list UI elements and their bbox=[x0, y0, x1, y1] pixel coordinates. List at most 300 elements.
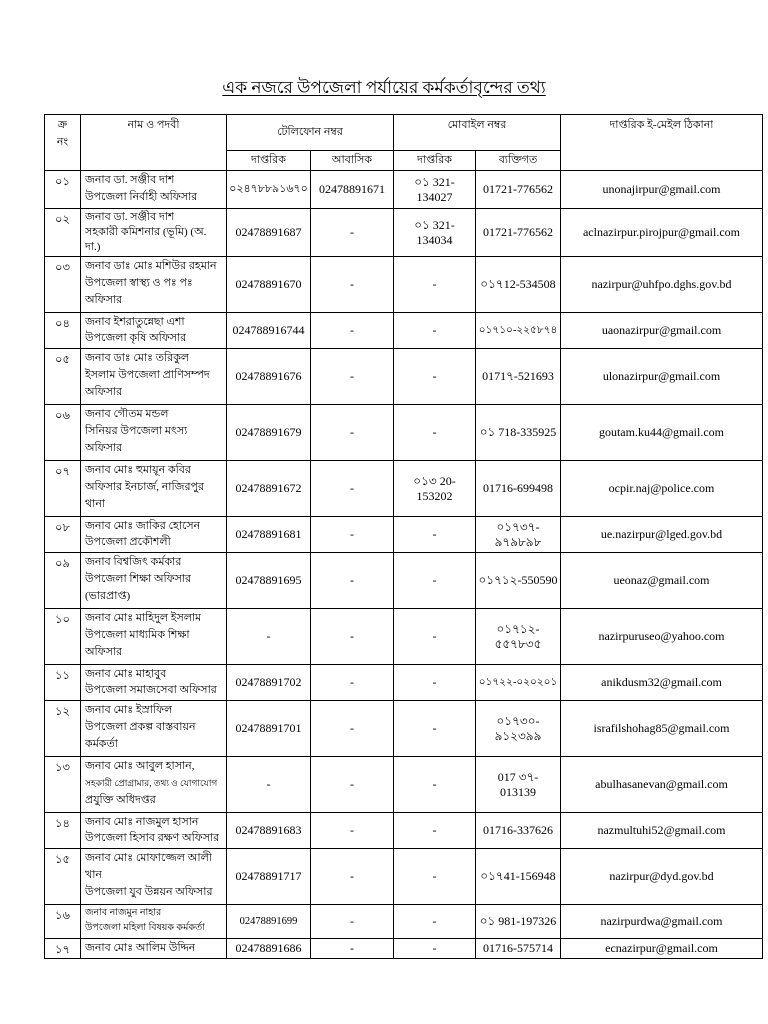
name-line: উপজেলা নির্বাহী অফিসার bbox=[85, 191, 198, 203]
email-cell bbox=[560, 812, 763, 849]
email-cell bbox=[560, 904, 763, 939]
email-address: nazmultuhi52@gmail.com bbox=[597, 823, 726, 837]
mobile-personal-cell bbox=[475, 664, 561, 701]
tel-residence-cell bbox=[310, 312, 394, 349]
serial-number: ০৪ bbox=[55, 318, 70, 330]
email-cell bbox=[560, 460, 763, 517]
email-address: abulhasanevan@gmail.com bbox=[595, 777, 728, 791]
tel-office-number: 02478891672 bbox=[235, 481, 302, 495]
tel-office-cell bbox=[226, 516, 311, 553]
tel-office-number: - bbox=[266, 629, 271, 643]
serial-number: ১৭ bbox=[55, 944, 70, 956]
mobile-personal-number: 01716-337626 bbox=[483, 823, 553, 837]
tel-residence-cell bbox=[310, 404, 394, 461]
mobile-personal-cell bbox=[475, 700, 561, 757]
serial-number: ১২ bbox=[55, 706, 70, 718]
header-serial-line: ক্র bbox=[57, 119, 68, 131]
tel-residence-number: - bbox=[350, 481, 354, 495]
tel-residence-cell bbox=[310, 170, 394, 209]
email-cell bbox=[560, 170, 763, 209]
serial-number: ১৩ bbox=[55, 762, 70, 774]
mobile-personal-cell bbox=[475, 552, 561, 609]
mobile-personal-cell bbox=[475, 848, 561, 905]
email-cell bbox=[560, 552, 763, 609]
serial-cell bbox=[44, 404, 81, 461]
tel-residence-number: - bbox=[350, 675, 354, 689]
tel-office-cell bbox=[226, 460, 311, 517]
name-cell bbox=[80, 460, 227, 517]
name-line: উপজেলা হিসাব রক্ষণ অফিসার bbox=[85, 832, 220, 844]
mobile-office-cell bbox=[393, 608, 476, 665]
name-line: জনাব ডাঃ মোঃ তরিকুল bbox=[85, 352, 190, 364]
tel-office-cell bbox=[226, 170, 311, 209]
tel-residence-number: - bbox=[350, 869, 354, 883]
email-address: nazirpur@uhfpo.dghs.gov.bd bbox=[591, 277, 732, 291]
tel-office-cell bbox=[226, 404, 311, 461]
name-line: উপজেলা স্বাস্থ্য ও পঃ পঃ bbox=[85, 277, 193, 289]
serial-cell bbox=[44, 700, 81, 757]
email-address: ueonaz@gmail.com bbox=[613, 573, 710, 587]
name-line: জনাব ডাঃ মোঃ মশিউর রহমান bbox=[85, 260, 217, 272]
mobile-personal-number: ০১৭12-534508 bbox=[480, 277, 556, 291]
header-mobile-label: মোবাইল নম্বর bbox=[447, 119, 507, 131]
tel-residence-cell bbox=[310, 460, 394, 517]
table-row bbox=[44, 170, 763, 209]
name-line: উপজেলা শিক্ষা অফিসার bbox=[85, 573, 192, 585]
serial-cell bbox=[44, 516, 81, 553]
name-line: জনাব মোঃ মাহাবুব bbox=[85, 668, 167, 680]
table-row bbox=[44, 904, 763, 939]
table-row bbox=[44, 812, 763, 849]
mobile-office-cell bbox=[393, 312, 476, 349]
mobile-office-cell bbox=[393, 348, 476, 405]
mobile-personal-number: ০১৭41-156948 bbox=[480, 869, 556, 883]
tel-office-number: 02478891695 bbox=[235, 573, 302, 587]
mobile-office-number: ০১ 321- bbox=[414, 174, 455, 189]
tel-office-number: 02478891702 bbox=[235, 675, 302, 689]
name-line: জনাব মোঃ মাহিদুল ইসলাম bbox=[85, 612, 202, 624]
table-body bbox=[44, 114, 763, 959]
serial-cell bbox=[44, 552, 81, 609]
serial-cell bbox=[44, 812, 81, 849]
name-line: ইসলাম উপজেলা প্রাণিসম্পদ bbox=[85, 369, 210, 381]
tel-residence-cell bbox=[310, 552, 394, 609]
table-row bbox=[44, 552, 763, 609]
tel-residence-cell bbox=[310, 700, 394, 757]
tel-office-cell bbox=[226, 348, 311, 405]
serial-cell bbox=[44, 170, 81, 209]
tel-office-cell bbox=[226, 700, 311, 757]
serial-cell bbox=[44, 348, 81, 405]
mobile-personal-cell bbox=[475, 170, 561, 209]
email-address: ulonazirpur@gmail.com bbox=[602, 369, 721, 383]
mobile-personal-number: ০১ 981-197326 bbox=[479, 914, 557, 928]
mobile-office-number: 134027 bbox=[416, 189, 453, 204]
name-line: জনাব গৌতম মন্ডল bbox=[85, 408, 169, 420]
email-address: ecnazirpur@gmail.com bbox=[605, 941, 718, 955]
table-row bbox=[44, 460, 763, 517]
table-row bbox=[44, 404, 763, 461]
mobile-office-number: - bbox=[432, 675, 437, 689]
name-line: উপজেলা মহিলা বিষয়ক কর্মকর্তা bbox=[85, 923, 205, 933]
mobile-office-cell bbox=[393, 404, 476, 461]
tel-residence-cell bbox=[310, 348, 394, 405]
tel-residence-cell bbox=[310, 938, 394, 959]
tel-office-number: 02478891679 bbox=[235, 425, 302, 439]
mobile-office-number: - bbox=[432, 369, 437, 383]
table-row bbox=[44, 664, 763, 701]
tel-office-number: 02478891670 bbox=[235, 277, 302, 291]
mobile-office-cell bbox=[393, 516, 476, 553]
mobile-personal-cell bbox=[475, 460, 561, 517]
name-line: জনাব মোঃ মোফাজ্জেল আলী bbox=[85, 852, 212, 864]
tel-residence-number: - bbox=[350, 823, 354, 837]
email-cell bbox=[560, 848, 763, 905]
name-line: জনাব ডা. সঞ্জীব দাশ bbox=[85, 174, 175, 186]
mobile-office-number: - bbox=[432, 573, 437, 587]
mobile-personal-cell bbox=[475, 904, 561, 939]
mobile-office-number: - bbox=[432, 425, 437, 439]
tel-office-number: 02478891717 bbox=[235, 869, 302, 883]
name-cell bbox=[80, 404, 227, 461]
tel-office-number: - bbox=[266, 777, 271, 791]
email-cell bbox=[560, 664, 763, 701]
tel-residence-number: - bbox=[350, 941, 354, 955]
name-line: সহকারী প্রোগ্রামার, তথ্য ও যোগাযোগ bbox=[85, 778, 218, 788]
tel-office-cell bbox=[226, 552, 311, 609]
serial-number: ০২ bbox=[55, 214, 70, 226]
mobile-office-number: - bbox=[432, 721, 437, 735]
serial-cell bbox=[44, 608, 81, 665]
name-line: অফিসার ইনচার্জ, নাজিরপুর bbox=[85, 481, 205, 493]
tel-residence-cell bbox=[310, 756, 394, 813]
tel-office-number: 02478891687 bbox=[235, 225, 302, 239]
email-address: israfilshohag85@gmail.com bbox=[593, 721, 730, 735]
name-line: উপজেলা সমাজসেবা অফিসার bbox=[85, 684, 217, 696]
tel-residence-number: - bbox=[350, 914, 354, 928]
name-line: জনাব মোঃ জাকির হোসেন bbox=[85, 520, 201, 532]
name-cell bbox=[80, 312, 227, 349]
tel-residence-number: 02478891671 bbox=[319, 182, 385, 196]
name-cell bbox=[80, 812, 227, 849]
email-address: nazirpuruseo@yahoo.com bbox=[598, 629, 725, 643]
mobile-office-cell bbox=[393, 938, 476, 959]
mobile-office-number: - bbox=[432, 323, 437, 337]
table-row bbox=[44, 256, 763, 313]
name-line: অফিসার bbox=[85, 294, 123, 306]
tel-office-cell bbox=[226, 938, 311, 959]
mobile-personal-number: 01721-776562 bbox=[483, 225, 553, 239]
serial-cell bbox=[44, 312, 81, 349]
mobile-office-number: - bbox=[432, 777, 437, 791]
email-cell bbox=[560, 348, 763, 405]
table-row bbox=[44, 938, 763, 959]
serial-cell bbox=[44, 848, 81, 905]
tel-residence-number: - bbox=[350, 425, 354, 439]
mobile-personal-number: 013139 bbox=[500, 784, 536, 799]
mobile-office-number: - bbox=[432, 914, 437, 928]
name-line: জনাব ইশরাতুন্নেছা এশা bbox=[85, 316, 185, 328]
tel-residence-cell bbox=[310, 516, 394, 553]
name-line: খান bbox=[85, 869, 102, 881]
name-line: জনাব মোঃ আলিম উদ্দিন bbox=[85, 942, 196, 954]
name-cell bbox=[80, 700, 227, 757]
tel-office-cell bbox=[226, 664, 311, 701]
name-line: জনাব বিশ্বজিৎ কর্মকার bbox=[85, 556, 182, 568]
email-cell bbox=[560, 756, 763, 813]
mobile-office-number: ০১৩ 20- bbox=[413, 473, 456, 488]
email-address: goutam.ku44@gmail.com bbox=[598, 425, 725, 439]
mobile-office-cell bbox=[393, 904, 476, 939]
tel-residence-number: - bbox=[350, 323, 354, 337]
serial-number: ০৭ bbox=[55, 466, 70, 478]
mobile-personal-cell bbox=[475, 608, 561, 665]
tel-office-number: 024788916744 bbox=[232, 323, 305, 337]
name-cell bbox=[80, 608, 227, 665]
tel-residence-number: - bbox=[350, 777, 354, 791]
mobile-personal-cell bbox=[475, 756, 561, 813]
mobile-office-number: 134034 bbox=[416, 232, 453, 247]
email-cell bbox=[560, 700, 763, 757]
serial-number: ১৬ bbox=[55, 910, 70, 922]
tel-residence-cell bbox=[310, 608, 394, 665]
serial-number: ০৮ bbox=[55, 522, 70, 534]
mobile-office-cell bbox=[393, 552, 476, 609]
name-line: কর্মকর্তা bbox=[85, 738, 118, 750]
header-serial-line: নং bbox=[56, 136, 69, 148]
serial-number: ১৪ bbox=[55, 818, 70, 830]
name-line: উপজেলা প্রকৌশলী bbox=[85, 536, 171, 548]
mobile-personal-number: 0171৭-521693 bbox=[482, 369, 554, 383]
mobile-office-number: - bbox=[432, 869, 437, 883]
name-line: জনাব মোঃ হুমায়ূন কবির bbox=[85, 464, 191, 476]
tel-office-cell bbox=[226, 312, 311, 349]
tel-residence-cell bbox=[310, 812, 394, 849]
table-row bbox=[44, 700, 763, 757]
name-cell bbox=[80, 848, 227, 905]
mobile-personal-number: ৯১২৩৯৯ bbox=[494, 728, 542, 743]
header-name-label: নাম ও পদবী bbox=[127, 119, 180, 131]
mobile-office-number: - bbox=[432, 629, 437, 643]
mobile-personal-number: ০১৭৩৭- bbox=[496, 519, 540, 534]
header-tel-residence-label: আবাসিক bbox=[331, 154, 373, 166]
header-email-label: দাপ্তরিক ই-মেইল ঠিকানা bbox=[609, 119, 714, 131]
table-row bbox=[44, 608, 763, 665]
mobile-office-cell bbox=[393, 460, 476, 517]
name-cell bbox=[80, 516, 227, 553]
tel-office-cell bbox=[226, 904, 311, 939]
serial-number: ০৫ bbox=[55, 354, 70, 366]
email-cell bbox=[560, 938, 763, 959]
mobile-personal-number: ৫৫৭৮৩৫ bbox=[494, 636, 542, 651]
name-line: উপজেলা যুব উন্নয়ন অফিসার bbox=[85, 886, 213, 898]
serial-cell bbox=[44, 460, 81, 517]
serial-number: ১৫ bbox=[55, 854, 70, 866]
mobile-personal-number: 017 ৩৭- bbox=[497, 769, 539, 784]
table-row bbox=[44, 756, 763, 813]
mobile-personal-number: ০১৭৩০- bbox=[496, 713, 540, 728]
tel-residence-cell bbox=[310, 904, 394, 939]
name-line: জনাব মোঃ আবুল হাসান, bbox=[85, 760, 195, 772]
mobile-personal-number: 01716-699498 bbox=[483, 481, 553, 495]
header-mobile-personal-label: ব্যক্তিগত bbox=[498, 154, 538, 166]
officers-table bbox=[44, 114, 763, 959]
mobile-office-cell bbox=[393, 756, 476, 813]
email-address: ocpir.naj@police.com bbox=[608, 481, 715, 495]
mobile-office-number: - bbox=[432, 527, 437, 541]
mobile-personal-cell bbox=[475, 312, 561, 349]
mobile-personal-number: ০১৭২২-০২০২০১ bbox=[478, 677, 558, 688]
tel-office-cell bbox=[226, 812, 311, 849]
tel-residence-cell bbox=[310, 848, 394, 905]
mobile-office-number: 153202 bbox=[416, 488, 453, 503]
name-cell bbox=[80, 348, 227, 405]
name-cell bbox=[80, 664, 227, 701]
tel-office-cell bbox=[226, 256, 311, 313]
email-cell bbox=[560, 404, 763, 461]
name-line: উপজেলা প্রকল্প বাস্তবায়ন bbox=[85, 721, 196, 733]
name-line: অফিসার bbox=[85, 386, 123, 398]
table-row bbox=[44, 312, 763, 349]
name-cell bbox=[80, 904, 227, 939]
mobile-office-cell bbox=[393, 256, 476, 313]
email-cell bbox=[560, 608, 763, 665]
email-cell bbox=[560, 312, 763, 349]
email-address: nazirpur@dyd.gov.bd bbox=[609, 869, 714, 883]
mobile-personal-number: ০১ 718-335925 bbox=[479, 425, 557, 439]
tel-office-cell bbox=[226, 848, 311, 905]
name-line: অফিসার bbox=[85, 442, 123, 454]
tel-residence-cell bbox=[310, 664, 394, 701]
serial-cell bbox=[44, 208, 81, 257]
email-address: aclnazirpur.pirojpur@gmail.com bbox=[582, 225, 740, 239]
name-cell bbox=[80, 938, 227, 959]
mobile-personal-cell bbox=[475, 208, 561, 257]
mobile-personal-number: ০১৭১০-২২৫৮৭৪ bbox=[478, 325, 558, 336]
mobile-office-cell bbox=[393, 208, 476, 257]
tel-office-cell bbox=[226, 756, 311, 813]
name-line: সহকারী কমিশনার (ভূমি) (অ. bbox=[85, 226, 207, 238]
serial-number: ১১ bbox=[55, 670, 70, 682]
tel-residence-number: - bbox=[350, 277, 354, 291]
mobile-personal-number: 01721-776562 bbox=[483, 182, 553, 196]
tel-office-number: 02478891676 bbox=[235, 369, 302, 383]
header-mobile-office-label: দাপ্তরিক bbox=[417, 154, 452, 166]
mobile-personal-cell bbox=[475, 516, 561, 553]
table-row bbox=[44, 348, 763, 405]
mobile-office-number: - bbox=[432, 941, 437, 955]
mobile-office-number: - bbox=[432, 277, 437, 291]
tel-office-number: 02478891701 bbox=[235, 721, 302, 735]
name-line: দা.) bbox=[85, 241, 101, 253]
table-row bbox=[44, 208, 763, 257]
page-title: এক নজরে উপজেলা পর্যায়ের কর্মকর্তাবৃন্দের তথ্য bbox=[222, 78, 546, 97]
mobile-office-number: ০১ 321- bbox=[414, 217, 455, 232]
mobile-office-cell bbox=[393, 848, 476, 905]
name-cell bbox=[80, 170, 227, 209]
tel-office-cell bbox=[226, 608, 311, 665]
serial-cell bbox=[44, 904, 81, 939]
email-cell bbox=[560, 256, 763, 313]
tel-residence-cell bbox=[310, 208, 394, 257]
name-line: জনাব নাজমুন নাহার bbox=[85, 908, 162, 918]
header-tel-office-label: দাপ্তরিক bbox=[251, 154, 286, 166]
mobile-office-cell bbox=[393, 664, 476, 701]
serial-number: ০৩ bbox=[55, 262, 70, 274]
name-line: জনাব ডা. সঞ্জীব দাশ bbox=[85, 211, 175, 223]
email-address: nazirpurdwa@gmail.com bbox=[600, 914, 723, 928]
tel-residence-cell bbox=[310, 256, 394, 313]
name-cell bbox=[80, 256, 227, 313]
mobile-office-cell bbox=[393, 170, 476, 209]
header-telephone-label: টেলিফোন নম্বর bbox=[277, 126, 343, 138]
name-line: অফিসার bbox=[85, 646, 123, 658]
name-line: (ভারপ্রাপ্ত) bbox=[85, 590, 131, 602]
email-address: uaonazirpur@gmail.com bbox=[601, 323, 722, 337]
tel-office-number: 02478891683 bbox=[235, 823, 302, 837]
serial-number: ০৯ bbox=[55, 558, 70, 570]
mobile-personal-cell bbox=[475, 348, 561, 405]
tel-residence-number: - bbox=[350, 527, 354, 541]
mobile-personal-number: 01716-575714 bbox=[483, 941, 553, 955]
name-line: উপজেলা মাধ্যমিক শিক্ষা bbox=[85, 629, 190, 641]
email-address: anikdusm32@gmail.com bbox=[601, 675, 722, 689]
serial-cell bbox=[44, 756, 81, 813]
mobile-personal-cell bbox=[475, 938, 561, 959]
serial-cell bbox=[44, 938, 81, 959]
email-cell bbox=[560, 208, 763, 257]
tel-residence-number: - bbox=[350, 369, 354, 383]
serial-number: ০৬ bbox=[55, 410, 70, 422]
email-address: ue.nazirpur@lged.gov.bd bbox=[600, 527, 723, 541]
mobile-personal-number: ০১৭১২- bbox=[496, 621, 540, 636]
mobile-personal-cell bbox=[475, 256, 561, 313]
serial-number: ১০ bbox=[55, 614, 70, 626]
name-cell bbox=[80, 552, 227, 609]
serial-cell bbox=[44, 664, 81, 701]
name-line: প্রযুক্তি অধিদপ্তর bbox=[85, 794, 156, 806]
tel-residence-number: - bbox=[350, 225, 354, 239]
serial-cell bbox=[44, 256, 81, 313]
serial-number: ০১ bbox=[55, 176, 70, 188]
name-line: জনাব মোঃ ইস্রাফিল bbox=[85, 704, 173, 716]
table-row bbox=[44, 848, 763, 905]
name-line: উপজেলা কৃষি অফিসার bbox=[85, 332, 187, 344]
name-line: সিনিয়র উপজেলা মৎস্য bbox=[85, 425, 188, 437]
name-line: থানা bbox=[85, 498, 106, 510]
tel-office-number: 02478891699 bbox=[239, 916, 298, 927]
email-address: unonajirpur@gmail.com bbox=[602, 182, 721, 196]
mobile-office-cell bbox=[393, 700, 476, 757]
tel-office-number: ০২৪৭৮৮৯১৬৭০ bbox=[229, 183, 308, 195]
mobile-personal-number: ৯৭৯৮৯৮ bbox=[494, 534, 542, 549]
mobile-personal-cell bbox=[475, 812, 561, 849]
mobile-office-cell bbox=[393, 812, 476, 849]
mobile-personal-number: ০১৭১২-550590 bbox=[478, 573, 558, 587]
tel-office-number: 02478891681 bbox=[235, 527, 302, 541]
tel-residence-number: - bbox=[350, 629, 354, 643]
tel-office-cell bbox=[226, 208, 311, 257]
name-line: জনাব মোঃ নাজমুল হাসান bbox=[85, 816, 199, 828]
mobile-office-number: - bbox=[432, 823, 437, 837]
email-cell bbox=[560, 516, 763, 553]
table-row bbox=[44, 516, 763, 553]
tel-residence-number: - bbox=[350, 721, 354, 735]
tel-office-number: 02478891686 bbox=[235, 941, 302, 955]
name-cell bbox=[80, 756, 227, 813]
mobile-personal-cell bbox=[475, 404, 561, 461]
name-cell bbox=[80, 208, 227, 257]
